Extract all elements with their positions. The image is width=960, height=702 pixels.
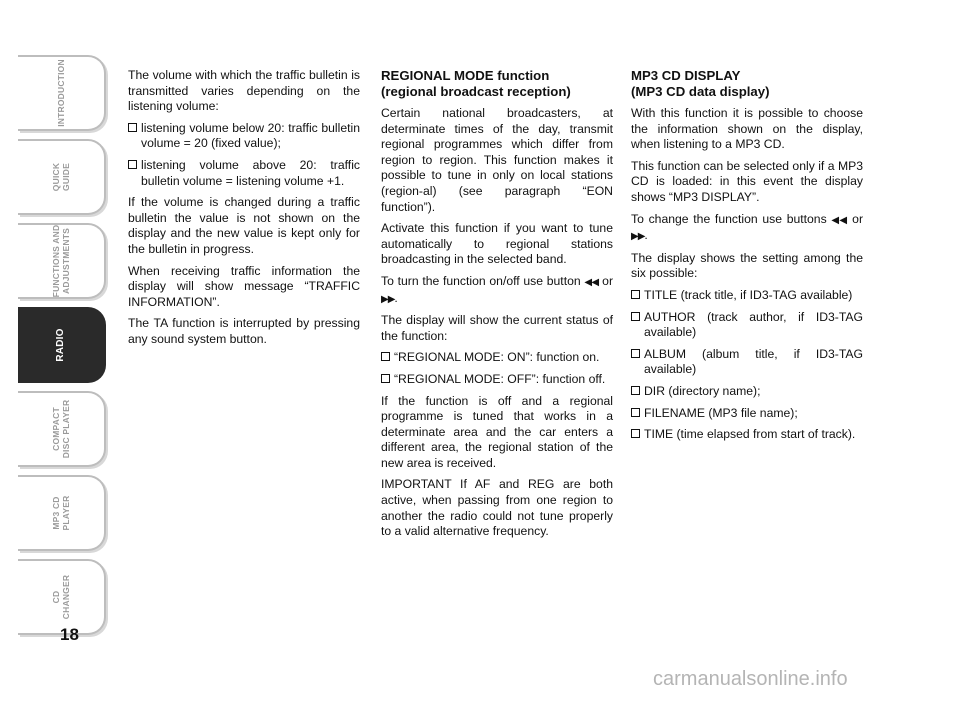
list-item: DIR (directory name); (631, 384, 863, 400)
checkbox-bullet-icon (631, 386, 640, 395)
paragraph: This function can be selected only if a MP3 CD is loaded: in this event the display shows “MP3 DISPLAY”. (631, 158, 863, 204)
checkbox-bullet-icon (381, 352, 390, 361)
list-item: listening volume below 20: traffic bulletin volume = 20 (fixed value); (128, 121, 360, 152)
column-regional-mode (381, 68, 613, 546)
tab-functions-and-adjustments[interactable]: FUNCTIONS AND ADJUSTMENTS (18, 223, 106, 299)
column-mp3-cd-display (631, 68, 863, 449)
paragraph: When receiving traffic information the display will show message “TRAFFIC INFORMATION”. (128, 263, 360, 309)
tab-mp3-cd-player[interactable]: MP3 CD PLAYER (18, 475, 106, 551)
tab-radio[interactable]: RADIO (18, 307, 106, 383)
paragraph: The TA function is interrupted by pressing any sound system button. (128, 316, 360, 346)
tab-introduction[interactable]: INTRODUCTION (18, 55, 106, 131)
paragraph: The volume with which the traffic bulletin is transmitted varies depending on the listening volume: (128, 68, 360, 114)
seek-back-icon: ◀◀ (831, 214, 848, 226)
column-traffic-bulletin (128, 68, 360, 354)
checkbox-bullet-icon (128, 160, 137, 169)
tab-compact-disc-player[interactable]: COMPACT DISC PLAYER (18, 391, 106, 467)
tab-cd-changer[interactable]: CD CHANGER (18, 559, 106, 635)
checkbox-bullet-icon (128, 123, 137, 132)
checkbox-bullet-icon (631, 349, 640, 358)
list-item: FILENAME (MP3 file name); (631, 406, 863, 422)
list-item: “REGIONAL MODE: ON”: function on. (381, 350, 613, 366)
seek-back-icon: ◀◀ (584, 276, 599, 288)
paragraph: Certain national broadcasters, at determinate times of the day, transmit regional programmes which differ from region to region. This function makes it possible to tune in only on local stations (region-al) (see paragraph “EON function”). (381, 106, 613, 214)
paragraph: If the function is off and a regional programme is tuned that works in a determinate area and the car enters a different area, the regional station of the new area is received. (381, 393, 613, 470)
paragraph: The display shows the setting among the six possible: (631, 250, 863, 281)
section-heading: REGIONAL MODE function (regional broadcast reception) (381, 68, 571, 99)
list-item: TITLE (track title, if ID3-TAG available) (631, 288, 863, 304)
list-item: TIME (time elapsed from start of track). (631, 427, 863, 443)
list-item: listening volume above 20: traffic bulletin volume = listening volume +1. (128, 158, 360, 189)
paragraph: With this function it is possible to choose the information shown on the display, when listening to a MP3 CD. (631, 106, 863, 152)
seek-forward-icon: ▶▶ (381, 293, 395, 305)
tab-quick-guide[interactable]: QUICK GUIDE (18, 139, 106, 215)
paragraph: Activate this function if you want to tune automatically to regional stations broadcasting in the selected band. (381, 221, 613, 267)
watermark: carmanualsonline.info (653, 668, 848, 690)
list-item: “REGIONAL MODE: OFF”: function off. (381, 372, 613, 388)
checkbox-bullet-icon (381, 374, 390, 383)
paragraph: To turn the function on/off use button ◀◀ or ▶▶. (381, 273, 614, 305)
checkbox-bullet-icon (631, 312, 640, 321)
list-item: ALBUM (album title, if ID3-TAG available) (631, 347, 863, 378)
paragraph: To change the function use buttons ◀◀ or ▶▶. (631, 211, 864, 243)
paragraph: IMPORTANT If AF and REG are both active, when passing from one region to another the radio could not tune properly to a valid alternative frequency. (381, 477, 613, 539)
paragraph: If the volume is changed during a traffic bulletin the value is not shown on the display and the new value is kept only for the bulletin in progress. (128, 195, 360, 256)
checkbox-bullet-icon (631, 408, 640, 417)
section-heading: MP3 CD DISPLAY (MP3 CD data display) (631, 68, 770, 99)
checkbox-bullet-icon (631, 290, 640, 299)
seek-forward-icon: ▶▶ (631, 231, 645, 243)
checkbox-bullet-icon (631, 429, 640, 438)
list-item: AUTHOR (track author, if ID3-TAG available) (631, 310, 863, 341)
page-number: 18 (60, 625, 79, 644)
paragraph: The display will show the current status of the function: (381, 313, 613, 343)
